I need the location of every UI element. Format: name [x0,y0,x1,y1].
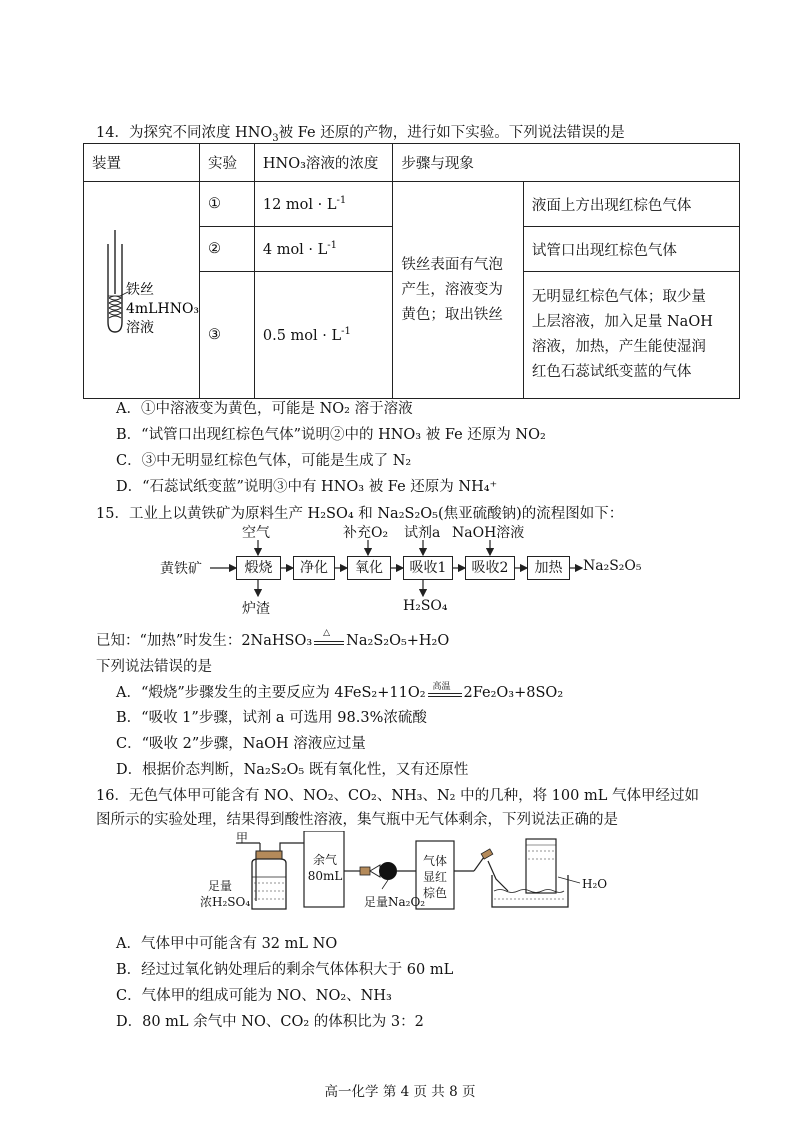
row3-result: 无明显红棕色气体；取少量 上层溶液，加入足量 NaOH 溶液，加热，产生能使湿润 红色石蕊试纸变蓝的气体 [523,272,739,399]
flow-start: 黄铁矿 [160,561,202,577]
q15-option-b: B．“吸收 1”步骤，试剂 a 可选用 98.3%浓硫酸 [116,710,427,726]
row2-num: ② [200,227,255,272]
row3-num: ③ [200,272,255,399]
common-step: 铁丝表面有气泡 产生，溶液变为 黄色；取出铁丝 [393,182,524,399]
row3-conc: 0.5 mol · $L^{-1}$ [254,272,393,399]
flow-step-absorb2: 吸收2 [465,556,515,580]
q16-option-c: C．气体甲的组成可能为 NO、NO₂、NH₃ [116,988,392,1004]
row2-result: 试管口出现红棕色气体 [523,227,739,272]
label-gas-jia: 甲 [236,831,249,845]
flow-step-purify: 净化 [293,556,335,580]
row1-num: ① [200,182,255,227]
q14-option-d: D．“石蕊试纸变蓝”说明③中有 HNO₃ 被 Fe 还原为 NH₄⁺ [116,479,498,495]
label-rest-volume: 80mL [307,869,343,883]
flow-input-reagent: 试剂a [404,525,441,541]
q15-option-c: C．“吸收 2”步骤，NaOH 溶液应过量 [116,736,366,752]
q15-option-d: D．根据价态判断，Na₂S₂O₅ 既有氧化性，又有还原性 [116,762,469,778]
q14-option-c: C．③中无明显红棕色气体，可能是生成了 N₂ [116,453,412,469]
label-acid: 4mLHNO₃ [126,301,199,317]
flow-output-acid: H₂SO₄ [403,598,448,614]
label-rest-gas: 余气 [312,853,337,867]
q14-experiment-table [83,143,740,399]
q16-option-d: D．80 mL 余气中 NO、CO₂ 的体积比为 3：2 [116,1014,424,1030]
header-steps: 步骤与现象 [393,144,740,182]
test-tube-figure [84,182,199,394]
q16-option-a: A．气体甲中可能含有 32 mL NO [116,936,338,952]
flow-input-o2: 补充O₂ [343,525,389,541]
q15-stem: 15．工业上以黄铁矿为原料生产 H₂SO₄ 和 Na₂S₂O₅(焦亚硫酸钠)的流程图如下： [96,506,624,522]
label-na2o2: 足量Na₂O₂ [364,895,426,909]
label-water: H₂O [582,877,608,891]
flow-step-oxidize: 氧化 [347,556,391,580]
q15-option-a: A．“煅烧”步骤发生的主要反应为 4FeS₂+11O₂ 高温 2Fe₂O₃+8SO₂ [116,682,564,701]
row2-conc: 4 mol · $L^{-1}$ [254,227,393,272]
flow-step-calcine: 煅烧 [236,556,281,580]
header-apparatus: 装置 [84,144,200,182]
flow-input-naoh: NaOH溶液 [452,525,525,541]
q16-stem-line1: 16．无色气体甲可能含有 NO、NO₂、CO₂、NH₃、N₂ 中的几种，将 100 mL 气体甲经过如 [96,788,699,804]
flow-input-air: 空气 [242,525,270,541]
flow-step-absorb1: 吸收1 [403,556,453,580]
page-footer: 高一化学 第 4 页 共 8 页 [324,1084,476,1100]
label-acid-line2: 浓H₂SO₄ [200,895,251,909]
flow-step-heat: 加热 [527,556,570,580]
flow-end: Na₂S₂O₅ [583,558,642,574]
q14-option-b: B．“试管口出现红棕色气体”说明②中的 HNO₃ 被 Fe 还原为 NO₂ [116,427,546,443]
label-iron-wire: 铁丝 [126,282,154,298]
q14-option-a: A．①中溶液变为黄色，可能是 NO₂ 溶于溶液 [116,401,413,417]
flow-output-slag: 炉渣 [242,601,270,617]
q16-option-b: B．经过过氧化钠处理后的剩余气体体积大于 60 mL [116,962,454,978]
label-acid-line1: 足量 [208,879,233,893]
q14-stem: 14．为探究不同浓度 $HNO_3$被 Fe 还原的产物，进行如下实验。下列说法错误的是 [96,125,625,144]
row1-result: 液面上方出现红棕色气体 [523,182,739,227]
q16-apparatus [196,831,616,921]
label-solution: 溶液 [126,320,154,336]
q15-question: 下列说法错误的是 [96,659,212,675]
q15-flowchart [160,522,640,622]
header-experiment: 实验 [200,144,255,182]
q15-known: 已知：“加热”时发生：2NaHSO₃ △ Na₂S₂O₅+H₂O [96,628,450,649]
label-gas-color: 气体 显红 棕色 [422,854,447,900]
row1-conc: 12 mol · $L^{-1}$ [254,182,393,227]
apparatus-cell [84,182,200,399]
q16-stem-line2: 图所示的实验处理，结果得到酸性溶液，集气瓶中无气体剩余，下列说法正确的是 [96,812,618,828]
header-concentration: HNO₃溶液的浓度 [254,144,393,182]
